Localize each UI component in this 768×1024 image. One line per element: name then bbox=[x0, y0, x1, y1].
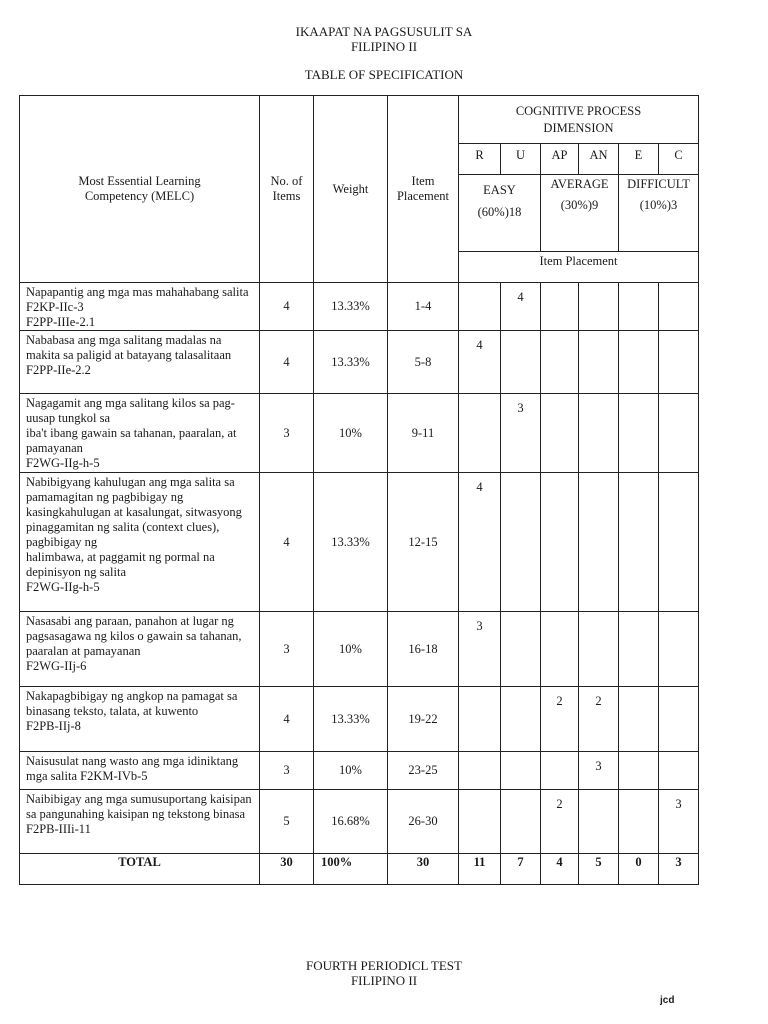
total-level-e: 0 bbox=[619, 854, 659, 885]
level-ap-cell bbox=[541, 394, 579, 473]
footer-line-2: FILIPINO II bbox=[350, 973, 418, 988]
weight-cell: 16.68% bbox=[314, 790, 388, 854]
level-an-cell bbox=[579, 612, 619, 687]
footer bbox=[0, 958, 768, 988]
items-cell: 4 bbox=[260, 473, 314, 612]
level-e-cell bbox=[619, 790, 659, 854]
total-items: 30 bbox=[260, 854, 314, 885]
level-an-cell bbox=[579, 283, 619, 331]
placement-cell: 23-25 bbox=[388, 752, 459, 790]
average-percentage: (30%)9 bbox=[560, 198, 599, 212]
weight-cell: 13.33% bbox=[314, 283, 388, 331]
weight-cell: 13.33% bbox=[314, 473, 388, 612]
level-ap-cell bbox=[541, 283, 579, 331]
weight-header: Weight bbox=[314, 96, 388, 283]
placement-cell: 1-4 bbox=[388, 283, 459, 331]
footer-line-1: FOURTH PERIODICL TEST bbox=[306, 958, 462, 973]
level-c-cell bbox=[659, 687, 699, 752]
level-an-cell: 2 bbox=[579, 687, 619, 752]
easy-percentage: (60%)18 bbox=[477, 205, 522, 219]
table-row bbox=[20, 612, 699, 687]
items-cell: 4 bbox=[260, 283, 314, 331]
title-line-2: FILIPINO II bbox=[350, 39, 418, 54]
item-placement-subheader: Item Placement bbox=[459, 252, 699, 283]
total-level-ap: 4 bbox=[541, 854, 579, 885]
level-e-cell bbox=[619, 283, 659, 331]
table-row bbox=[20, 283, 699, 331]
level-r-cell bbox=[459, 283, 501, 331]
difficult-percentage: (10%)3 bbox=[639, 198, 678, 212]
table-row bbox=[20, 394, 699, 473]
placement-cell: 9-11 bbox=[388, 394, 459, 473]
weight-cell: 13.33% bbox=[314, 331, 388, 394]
level-ap-cell bbox=[541, 752, 579, 790]
level-u-header: U bbox=[501, 144, 541, 175]
items-cell: 4 bbox=[260, 331, 314, 394]
melc-cell: Napapantig ang mga mas mahahabang salita F2KP-IIc-3 F2PP-IIIe-2.1 bbox=[20, 283, 260, 331]
level-r-cell bbox=[459, 790, 501, 854]
level-r-cell bbox=[459, 394, 501, 473]
melc-header: Most Essential Learning Competency (MELC) bbox=[20, 96, 260, 283]
level-u-cell bbox=[501, 612, 541, 687]
level-e-cell bbox=[619, 331, 659, 394]
level-e-cell bbox=[619, 473, 659, 612]
difficult-label: DIFFICULT bbox=[627, 177, 690, 191]
level-u-cell bbox=[501, 473, 541, 612]
easy-header bbox=[459, 175, 541, 252]
level-c-cell bbox=[659, 394, 699, 473]
level-an-cell bbox=[579, 394, 619, 473]
melc-cell: Nagagamit ang mga salitang kilos sa pag-uusap tungkol sa iba't ibang gawain sa tahanan, paaralan, at pamayanan F2WG-IIg-h-5 bbox=[20, 394, 260, 473]
title-line-1: IKAAPAT NA PAGSUSULIT SA bbox=[295, 24, 473, 39]
placement-cell: 5-8 bbox=[388, 331, 459, 394]
level-e-cell bbox=[619, 612, 659, 687]
average-label: AVERAGE bbox=[550, 177, 609, 191]
level-r-cell bbox=[459, 687, 501, 752]
level-ap-header: AP bbox=[541, 144, 579, 175]
items-cell: 3 bbox=[260, 612, 314, 687]
placement-cell: 16-18 bbox=[388, 612, 459, 687]
author-initials: jcd bbox=[660, 995, 675, 1006]
specification-table bbox=[19, 95, 699, 885]
level-c-cell bbox=[659, 752, 699, 790]
table-row bbox=[20, 752, 699, 790]
level-ap-cell bbox=[541, 331, 579, 394]
total-level-an: 5 bbox=[579, 854, 619, 885]
weight-cell: 13.33% bbox=[314, 687, 388, 752]
total-level-u: 7 bbox=[501, 854, 541, 885]
placement-cell: 26-30 bbox=[388, 790, 459, 854]
table-row bbox=[20, 331, 699, 394]
item-placement-header: Item Placement bbox=[388, 96, 459, 283]
weight-cell: 10% bbox=[314, 752, 388, 790]
total-label: TOTAL bbox=[20, 854, 260, 885]
level-an-cell bbox=[579, 790, 619, 854]
level-u-cell bbox=[501, 752, 541, 790]
level-an-header: AN bbox=[579, 144, 619, 175]
weight-cell: 10% bbox=[314, 394, 388, 473]
total-level-r: 11 bbox=[459, 854, 501, 885]
level-c-cell bbox=[659, 331, 699, 394]
level-u-cell bbox=[501, 331, 541, 394]
level-c-cell: 3 bbox=[659, 790, 699, 854]
level-r-header: R bbox=[459, 144, 501, 175]
level-r-cell: 4 bbox=[459, 473, 501, 612]
level-c-cell bbox=[659, 283, 699, 331]
table-row bbox=[20, 790, 699, 854]
level-ap-cell: 2 bbox=[541, 790, 579, 854]
level-e-header: E bbox=[619, 144, 659, 175]
total-placement: 30 bbox=[388, 854, 459, 885]
level-ap-cell: 2 bbox=[541, 687, 579, 752]
placement-cell: 19-22 bbox=[388, 687, 459, 752]
level-e-cell bbox=[619, 394, 659, 473]
level-ap-cell bbox=[541, 612, 579, 687]
level-u-cell bbox=[501, 790, 541, 854]
melc-cell: Naibibigay ang mga sumusuportang kaisipan sa pangunahing kaisipan ng tekstong binasa F2PB-IIIi-11 bbox=[20, 790, 260, 854]
easy-label: EASY bbox=[483, 183, 516, 197]
difficult-header bbox=[619, 175, 699, 252]
level-an-cell: 3 bbox=[579, 752, 619, 790]
level-u-cell bbox=[501, 687, 541, 752]
level-e-cell bbox=[619, 752, 659, 790]
level-r-cell bbox=[459, 752, 501, 790]
level-c-cell bbox=[659, 473, 699, 612]
document-subtitle: TABLE OF SPECIFICATION bbox=[304, 67, 464, 82]
level-c-header: C bbox=[659, 144, 699, 175]
items-cell: 3 bbox=[260, 394, 314, 473]
level-e-cell bbox=[619, 687, 659, 752]
level-u-cell: 4 bbox=[501, 283, 541, 331]
level-u-cell: 3 bbox=[501, 394, 541, 473]
level-an-cell bbox=[579, 473, 619, 612]
document-title bbox=[0, 24, 768, 54]
average-header bbox=[541, 175, 619, 252]
level-c-cell bbox=[659, 612, 699, 687]
melc-cell: Nababasa ang mga salitang madalas na makita sa paligid at batayang talasalitaan F2PP-IIe-2.2 bbox=[20, 331, 260, 394]
melc-cell: Nakapagbibigay ng angkop na pamagat sa binasang teksto, talata, at kuwento F2PB-IIj-8 bbox=[20, 687, 260, 752]
total-weight: 100% bbox=[314, 854, 388, 885]
cognitive-process-header: COGNITIVE PROCESS DIMENSION bbox=[459, 96, 699, 144]
level-r-cell: 4 bbox=[459, 331, 501, 394]
level-an-cell bbox=[579, 331, 619, 394]
items-cell: 5 bbox=[260, 790, 314, 854]
items-cell: 3 bbox=[260, 752, 314, 790]
table-row bbox=[20, 473, 699, 612]
total-level-c: 3 bbox=[659, 854, 699, 885]
melc-cell: Nabibigyang kahulugan ang mga salita sa pamamagitan ng pagbibigay ng kasingkahulugan at kasalungat, sitwasyong pinaggamitan ng salita (context clues), pagbibigay ng halimbawa, at paggamit ng pormal na depinisyon ng salita F2WG-IIg-h-5 bbox=[20, 473, 260, 612]
level-r-cell: 3 bbox=[459, 612, 501, 687]
weight-cell: 10% bbox=[314, 612, 388, 687]
no-items-header: No. of Items bbox=[260, 96, 314, 283]
total-row bbox=[20, 854, 699, 885]
level-ap-cell bbox=[541, 473, 579, 612]
melc-cell: Nasasabi ang paraan, panahon at lugar ng pagsasagawa ng kilos o gawain sa tahanan, paaralan at pamayanan F2WG-IIj-6 bbox=[20, 612, 260, 687]
placement-cell: 12-15 bbox=[388, 473, 459, 612]
items-cell: 4 bbox=[260, 687, 314, 752]
melc-cell: Naisusulat nang wasto ang mga idiniktang mga salita F2KM-IVb-5 bbox=[20, 752, 260, 790]
table-row bbox=[20, 687, 699, 752]
